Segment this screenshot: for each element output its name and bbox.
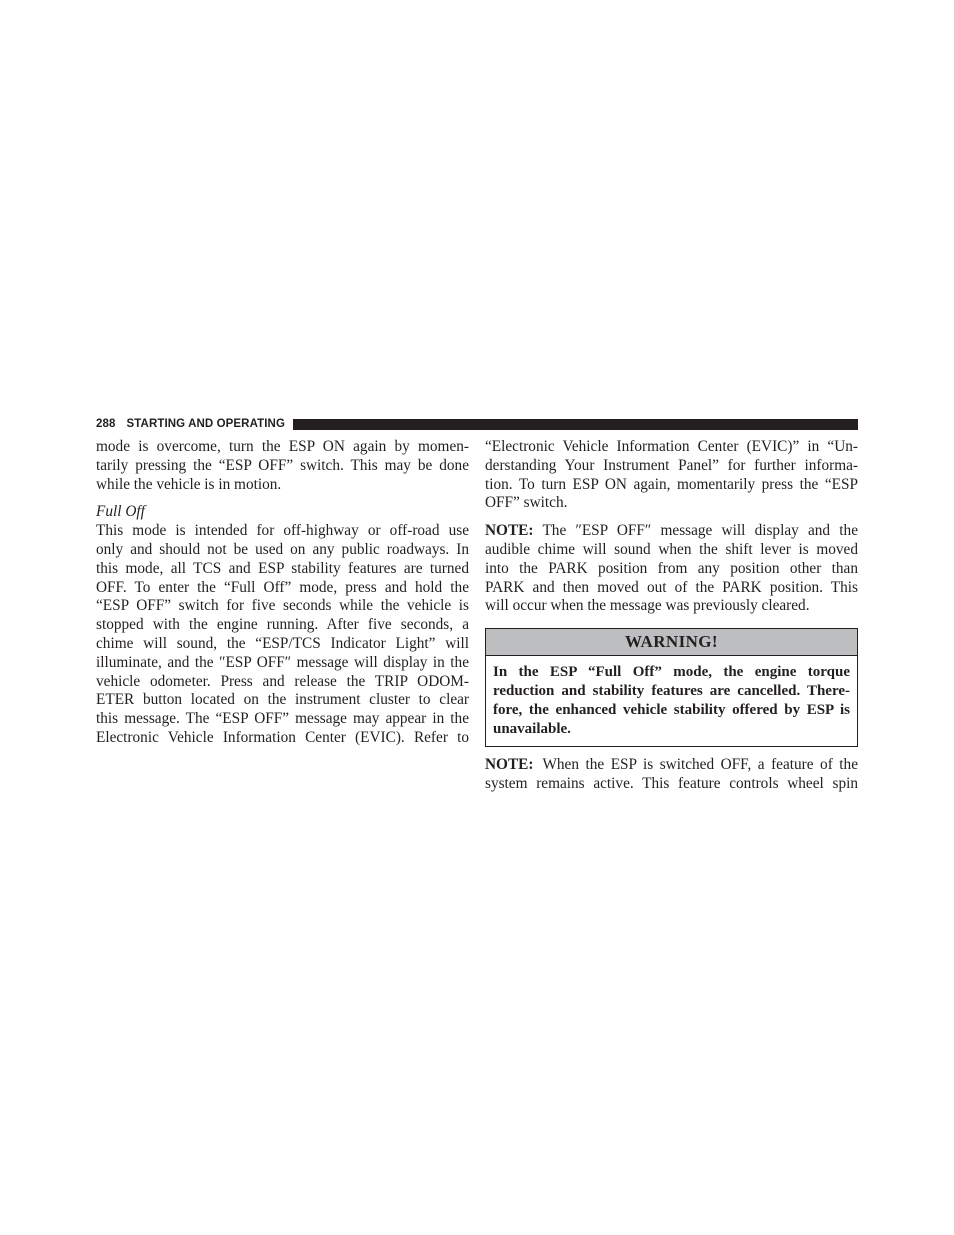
text-line: tion. To turn ESP ON again, momentarily press the “ESP — [485, 475, 858, 493]
text-line: ETER button located on the instrument cluster to clear — [96, 691, 469, 709]
text-line: vehicle odometer. Press and release the TRIP ODOM- — [96, 672, 469, 690]
text-line: audible chime will sound when the shift lever is moved — [485, 540, 858, 558]
note-text: The ″ESP OFF″ message will display and the — [542, 522, 858, 540]
section-title: STARTING AND OPERATING — [126, 418, 286, 430]
text-line: derstanding Your Instrument Panel” for further informa- — [485, 456, 858, 474]
text-line: tarily pressing the “ESP OFF” switch. This may be done — [96, 456, 469, 474]
text-line: fore, the enhanced vehicle stability offered by ESP is — [493, 701, 850, 718]
text-line: this mode, all TCS and ESP stability features are turned — [96, 559, 469, 577]
text-line: system remains active. This feature controls wheel spin — [485, 775, 858, 793]
page-number: 288 — [96, 418, 116, 430]
text-line: In the ESP “Full Off” mode, the engine torque — [493, 664, 850, 681]
text-line: only and should not be used on any public roadways. In — [96, 540, 469, 558]
text-line: while the vehicle is in motion. — [96, 475, 282, 493]
text-line: “Electronic Vehicle Information Center (EVIC)” in “Un- — [485, 438, 858, 455]
paragraph-evic-reference — [485, 438, 858, 513]
note-esp-off-message — [485, 522, 858, 616]
text-line — [485, 756, 858, 775]
text-line: into the PARK position from any position other than — [485, 559, 858, 577]
text-line: reduction and stability features are cancelled. There- — [493, 682, 850, 699]
text-line: Electronic Vehicle Information Center (EVIC). Refer to — [96, 728, 469, 746]
note-label: NOTE: — [485, 522, 534, 540]
note-esp-switched-off — [485, 756, 858, 794]
text-line: will occur when the message was previously cleared. — [485, 597, 810, 615]
text-line: unavailable. — [493, 720, 571, 737]
warning-title: WARNING! — [486, 629, 857, 656]
text-line: This mode is intended for off-highway or off-road use — [96, 522, 469, 540]
running-header — [96, 417, 858, 431]
subheading-full-off: Full Off — [96, 503, 145, 521]
text-line: “ESP OFF” switch for five seconds while the vehicle is — [96, 597, 469, 615]
paragraph-mode-overcome — [96, 438, 469, 494]
note-text: When the ESP is switched OFF, a feature of the — [542, 756, 858, 774]
right-column — [485, 438, 858, 794]
text-line: PARK and then moved out of the PARK position. This — [485, 578, 858, 596]
warning-box — [485, 628, 858, 747]
text-line: OFF. To enter the “Full Off” mode, press and hold the — [96, 578, 469, 596]
header-rule — [293, 419, 858, 430]
text-line: illuminate, and the ″ESP OFF″ message will display in the — [96, 653, 469, 671]
text-line: mode is overcome, turn the ESP ON again by momen- — [96, 438, 469, 455]
warning-body — [486, 656, 857, 746]
note-label: NOTE: — [485, 756, 534, 774]
text-line: chime will sound, the “ESP/TCS Indicator Light” will — [96, 634, 469, 652]
text-line: stopped with the engine running. After five seconds, a — [96, 616, 469, 634]
text-line — [485, 522, 858, 541]
paragraph-full-off — [96, 522, 469, 748]
text-line: this message. The “ESP OFF” message may appear in the — [96, 710, 469, 728]
left-column — [96, 438, 469, 748]
text-line: OFF” switch. — [485, 494, 568, 512]
